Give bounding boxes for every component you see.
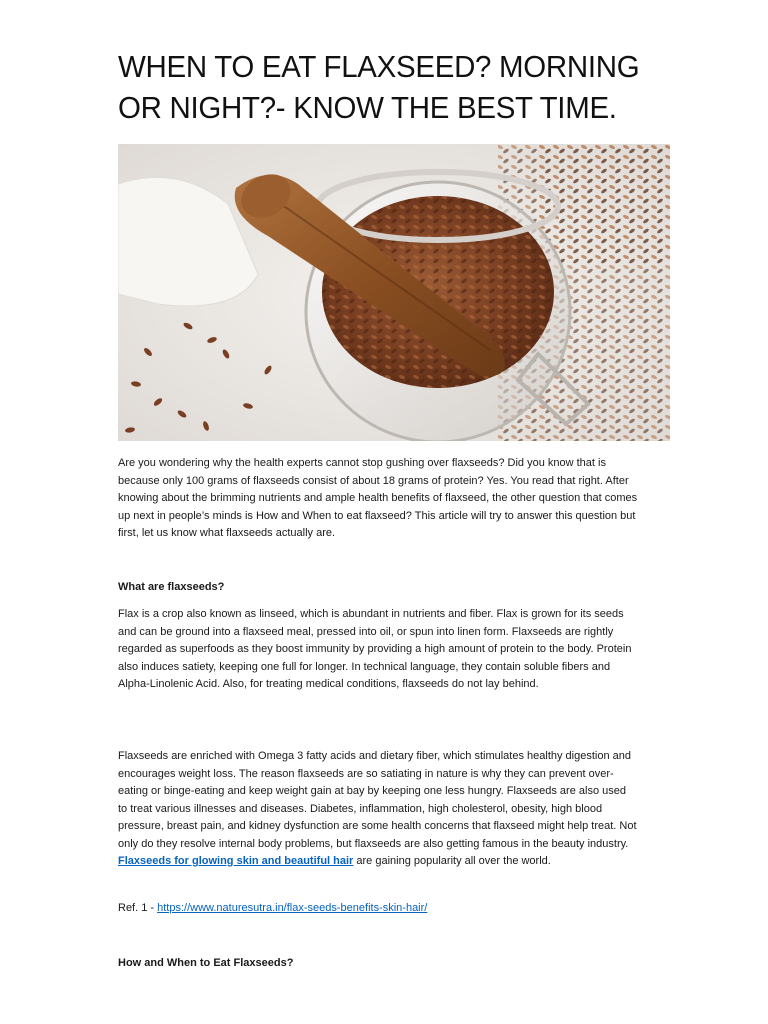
article-title: WHEN TO EAT FLAXSEED? MORNING OR NIGHT?- KNOW THE BEST TIME. bbox=[118, 49, 640, 125]
intro-paragraph: Are you wondering why the health experts cannot stop gushing over flaxseeds? Did you know that is because only 100 grams of flaxseeds consist of about 18 grams of protein? Yes. You read that right. After knowing about the brimming nutrients and ample health benefits of flaxseed, the other question that comes up next in people’s minds is How and When to eat flaxseed? This article will try to answer this question but first, let us know what flaxseeds actually are. bbox=[118, 457, 638, 539]
ref-label: Ref. 1 - bbox=[118, 902, 158, 914]
section-heading-what-are-flaxseeds: What are flaxseeds? bbox=[118, 581, 225, 593]
flax-benefits-paragraph bbox=[118, 748, 638, 871]
flaxseed-jar-photo bbox=[118, 144, 670, 441]
skin-hair-link[interactable]: Flaxseeds for glowing skin and beautiful hair bbox=[118, 855, 354, 867]
benefits-text: Flaxseeds are enriched with Omega 3 fatty acids and dietary fiber, which stimulates healthy digestion and encourages weight loss. The reason flaxseeds are so satiating in nature is why they can prevent over-eating or binge-eating and keep weight gain at bay by keeping one less hungry. Flaxseeds are also used to treat various illnesses and diseases. Diabetes, inflammation, high cholesterol, obesity, high blood pressure, breast pain, and kidney dysfunction are some health concerns that flaxseed might help treat. Not only do they resolve internal body problems, but flaxseeds are also getting famous in the beauty industry. bbox=[118, 750, 637, 850]
reference-line bbox=[118, 900, 638, 918]
benefits-text-end: are gaining popularity all over the world. bbox=[353, 855, 551, 867]
reference-link[interactable]: https://www.naturesutra.in/flax-seeds-benefits-skin-hair/ bbox=[157, 902, 428, 914]
section-heading-how-and-when: How and When to Eat Flaxseeds? bbox=[118, 957, 294, 969]
flax-definition-paragraph: Flax is a crop also known as linseed, which is abundant in nutrients and fiber. Flax is grown for its seeds and can be ground into a flaxseed meal, pressed into oil, or spun into linen form. Flaxseeds are rightly regarded as superfoods as they boost immunity by providing a high amount of protein to the body. Protein also induces satiety, keeping one full for longer. In technical language, they contain soluble fibers and Alpha-Linolenic Acid. Also, for treating medical conditions, flaxseeds do not lay behind. bbox=[118, 608, 632, 690]
